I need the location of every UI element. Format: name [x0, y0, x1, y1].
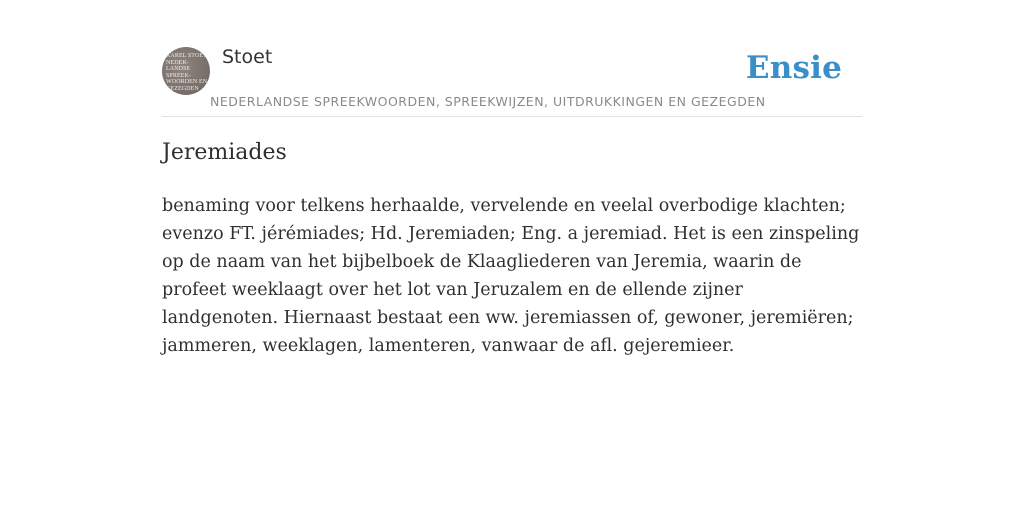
- source-author[interactable]: Stoet: [222, 46, 273, 68]
- source-header: [162, 44, 862, 117]
- entry-title: Jeremiades: [162, 140, 287, 165]
- brand-logo[interactable]: Ensie: [745, 50, 842, 86]
- source-subtitle[interactable]: NEDERLANDSE SPREEKWOORDEN, SPREEKWIJZEN, UITDRUKKINGEN EN GEZEGDEN: [210, 94, 766, 109]
- source-avatar[interactable]: [162, 47, 210, 95]
- entry-body: benaming voor telkens herhaalde, vervelende en veelal overbodige klachten; evenzo FT. jérémiades; Hd. Jeremiaden; Eng. a jeremiad. Het is een zinspeling op de naam van het bijbelboek de Klaagliederen van Jeremia, waarin de profeet weeklaagt over het lot van Jeruzalem en de ellende zijner landgenoten. Hiernaast bestaat een ww. jeremiassen of, gewoner, jeremiëren; jammeren, weeklagen, lamenteren, vanwaar de afl. gejeremieer.: [162, 196, 860, 356]
- avatar-cover-text: KAREL STOET NEDER- LANDSE SPREEK- WOORDEN EN GEZEGDEN: [166, 53, 208, 92]
